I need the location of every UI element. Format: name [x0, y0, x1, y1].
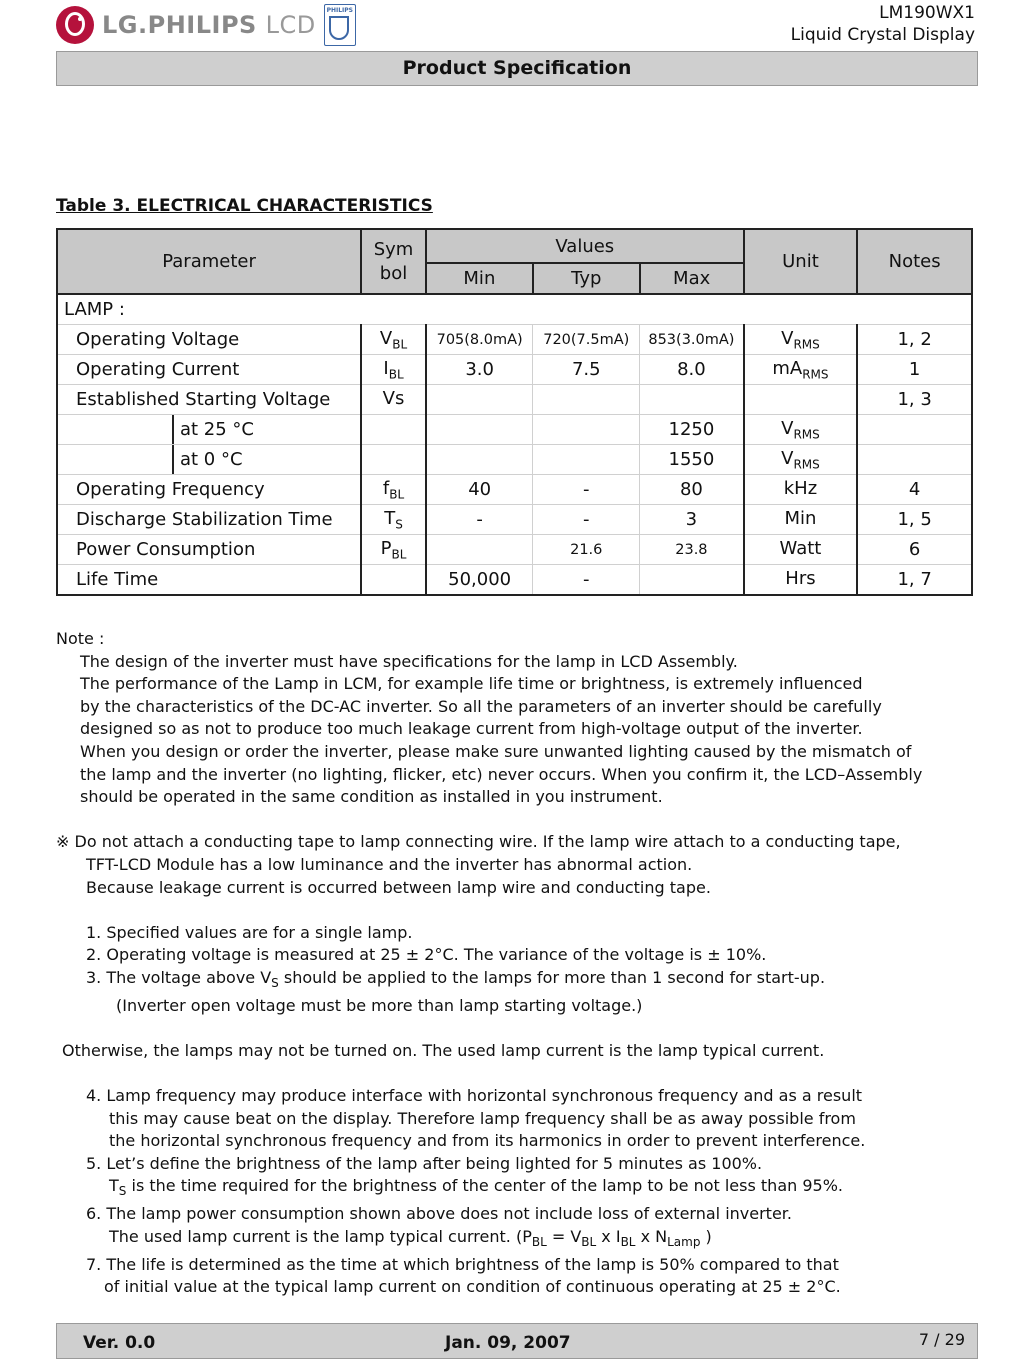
version-label: Ver. 0.0: [83, 1333, 156, 1353]
numbered-note: (Inverter open voltage must be more than lamp starting voltage.): [116, 995, 643, 1015]
table-row: Operating Voltage $V_{BL}$ 705(8.0mA) 720(7.5mA) 853(3.0mA) $V_{RMS}$ 1, 2: [57, 325, 972, 355]
notes-heading: Note :: [56, 629, 105, 648]
numbered-note: 7. The life is determined as the time at which brightness of the lamp is 50% compared to that: [86, 1254, 839, 1274]
table-row: at 0 °C 1550 $V_{RMS}$: [57, 445, 972, 475]
numbered-note: 5. Let’s define the brightness of the lamp after being lighted for 5 minutes as 100%.: [86, 1153, 763, 1173]
table-row: Operating Current $I_{BL}$ 3.0 7.5 8.0 $mA_{RMS}$ 1: [57, 355, 972, 385]
page-title: Product Specification: [56, 51, 978, 86]
note-paragraph: When you design or order the inverter, please make sure unwanted lighting caused by the mismatch of: [80, 741, 912, 761]
warning-note: TFT-LCD Module has a low luminance and the inverter has abnormal action.: [86, 854, 693, 874]
numbered-note: 1. Specified values are for a single lamp.: [86, 922, 413, 942]
lg-logo-icon: [56, 6, 94, 44]
numbered-note: 3. The voltage above $V_S$ should be applied to the lamps for more than 1 second for start-up.: [86, 967, 826, 991]
header-unit: Unit: [744, 229, 858, 294]
note-paragraph: Otherwise, the lamps may not be turned on. The used lamp current is the lamp typical current.: [62, 1040, 825, 1060]
section-lamp: LAMP :: [57, 294, 972, 325]
table-row: Life Time 50,000 - Hrs 1, 7: [57, 565, 972, 596]
numbered-note: this may cause beat on the display. Therefore lamp frequency shall be as away possible from: [109, 1108, 856, 1128]
numbered-note: the horizontal synchronous frequency and from its harmonics in order to prevent interference.: [109, 1131, 866, 1151]
header-typ: Typ: [533, 263, 640, 294]
numbered-note: The used lamp current is the lamp typical current. ($P_{BL} = V_{BL}$ x $I_{BL}$ x $N_{Lamp}$ ): [109, 1226, 712, 1249]
header-max: Max: [640, 263, 744, 294]
philips-shield-icon: PHILIPS: [324, 4, 356, 46]
table-row: Operating Frequency $f_{BL}$ 40 - 80 kHz 4: [57, 475, 972, 505]
numbered-note: $T_S$ is the time required for the brightness of the center of the lamp to be not less than 95%.: [109, 1176, 843, 1199]
note-paragraph: The performance of the Lamp in LCM, for example life time or brightness, is extremely influenced: [80, 674, 863, 694]
note-paragraph: the lamp and the inverter (no lighting, flicker, etc) never occurs. When you confirm it, the LCD–Assembly: [80, 764, 923, 784]
table-row: Established Starting Voltage Vs 1, 3: [57, 385, 972, 415]
warning-note: ※ Do not attach a conducting tape to lamp connecting wire. If the lamp wire attach to a conducting tape,: [56, 832, 901, 852]
table-row: Discharge Stabilization Time $T_S$ - - 3 Min 1, 5: [57, 505, 972, 535]
numbered-note: 6. The lamp power consumption shown above does not include loss of external inverter.: [86, 1204, 792, 1224]
date-label: Jan. 09, 2007: [445, 1333, 571, 1353]
note-paragraph: The design of the inverter must have specifications for the lamp in LCD Assembly.: [80, 651, 738, 671]
header-min: Min: [426, 263, 533, 294]
note-paragraph: designed so as not to produce too much leakage current from high-voltage output of the inverter.: [80, 719, 863, 739]
table-row: at 25 °C 1250 $V_{RMS}$: [57, 415, 972, 445]
page-number: 7 / 29: [918, 1330, 965, 1349]
table-row: Power Consumption $P_{BL}$ 21.6 23.8 Watt 6: [57, 535, 972, 565]
model-number: LM190WX1: [879, 3, 975, 23]
company-logo: [56, 4, 356, 46]
note-paragraph: by the characteristics of the DC-AC inverter. So all the parameters of an inverter should be carefully: [80, 696, 882, 716]
brand-name: LG.PHILIPS LCD: [102, 11, 316, 39]
electrical-characteristics-table: [56, 228, 973, 596]
numbered-note: of initial value at the typical lamp current on condition of continuous operating at 25 ± 2°C.: [104, 1277, 841, 1297]
header-parameter: Parameter: [57, 229, 361, 294]
header-notes: Notes: [857, 229, 972, 294]
notes-section: [56, 628, 1006, 1299]
header-symbol: Sym bol: [361, 229, 426, 294]
page-footer: [56, 1323, 978, 1359]
numbered-note: 2. Operating voltage is measured at 25 ± 2°C. The variance of the voltage is ± 10%.: [86, 945, 767, 965]
warning-note: Because leakage current is occurred between lamp wire and conducting tape.: [86, 877, 711, 897]
table-caption: Table 3. ELECTRICAL CHARACTERISTICS: [56, 196, 433, 216]
product-type: Liquid Crystal Display: [790, 25, 975, 45]
numbered-note: 4. Lamp frequency may produce interface with horizontal synchronous frequency and as a result: [86, 1086, 863, 1106]
header-values: Values: [426, 229, 744, 263]
note-paragraph: should be operated in the same condition as installed in you instrument.: [80, 787, 663, 807]
